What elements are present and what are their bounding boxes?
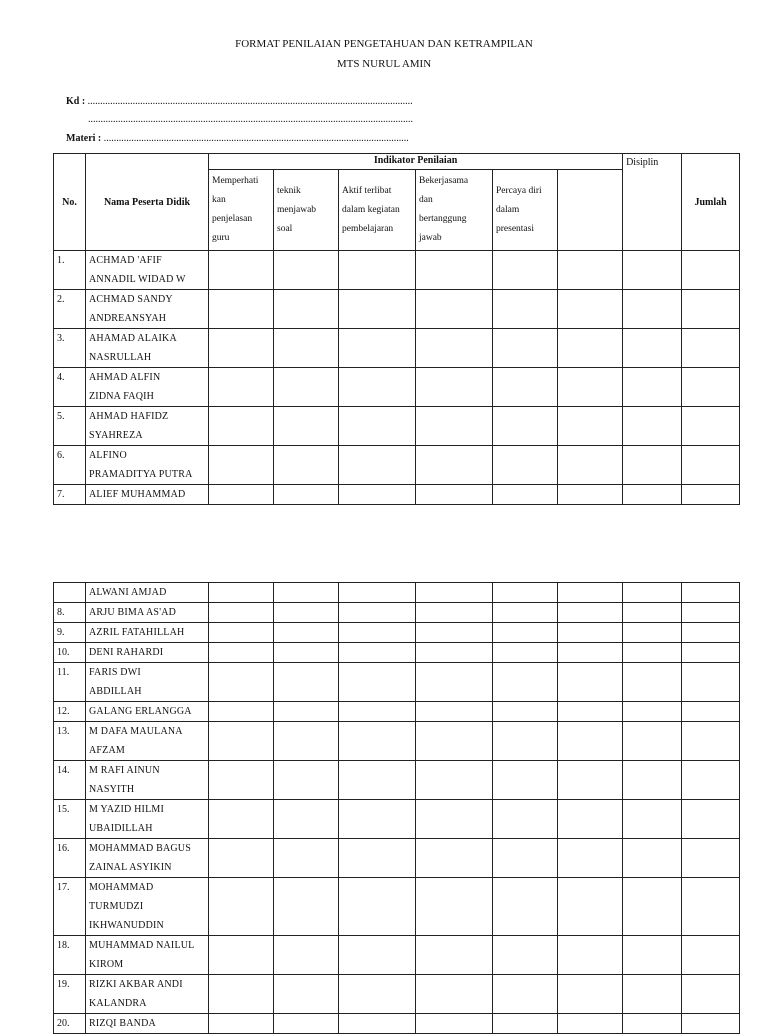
score-cell[interactable] — [558, 251, 623, 290]
score-cell[interactable] — [682, 761, 740, 800]
score-cell[interactable] — [274, 329, 339, 368]
score-cell[interactable] — [416, 975, 493, 1014]
score-cell[interactable] — [274, 702, 339, 722]
score-cell[interactable] — [682, 663, 740, 702]
score-cell[interactable] — [416, 878, 493, 936]
score-cell[interactable] — [623, 290, 682, 329]
row-number: 1. — [54, 251, 86, 290]
score-cell[interactable] — [682, 878, 740, 936]
score-cell[interactable] — [493, 329, 558, 368]
score-cell[interactable] — [558, 446, 623, 485]
student-name: ACHMAD SANDY ANDREANSYAH — [86, 290, 209, 329]
score-cell[interactable] — [682, 407, 740, 446]
student-name: FARIS DWI ABDILLAH — [86, 663, 209, 702]
score-cell[interactable] — [209, 603, 274, 623]
table-row — [54, 251, 740, 290]
score-cell[interactable] — [623, 936, 682, 975]
student-name: RIZKI AKBAR ANDI KALANDRA — [86, 975, 209, 1014]
score-cell[interactable] — [558, 722, 623, 761]
row-number: 3. — [54, 329, 86, 368]
score-cell[interactable] — [558, 368, 623, 407]
table-row — [54, 623, 740, 643]
table-row — [54, 878, 740, 936]
score-cell[interactable] — [209, 251, 274, 290]
table-row — [54, 407, 740, 446]
score-cell[interactable] — [493, 368, 558, 407]
score-cell[interactable] — [623, 839, 682, 878]
score-cell[interactable] — [623, 329, 682, 368]
score-cell[interactable] — [209, 975, 274, 1014]
score-cell[interactable] — [558, 485, 623, 505]
score-cell[interactable] — [274, 643, 339, 663]
score-cell[interactable] — [558, 407, 623, 446]
score-cell[interactable] — [274, 446, 339, 485]
student-name: RIZQI BANDA — [86, 1014, 209, 1034]
row-number: 11. — [54, 663, 86, 702]
score-cell[interactable] — [274, 722, 339, 761]
score-cell[interactable] — [558, 975, 623, 1014]
score-cell[interactable] — [274, 936, 339, 975]
score-cell[interactable] — [209, 663, 274, 702]
score-cell[interactable] — [623, 407, 682, 446]
score-cell[interactable] — [274, 485, 339, 505]
score-cell[interactable] — [416, 446, 493, 485]
score-cell[interactable] — [339, 800, 416, 839]
score-cell[interactable] — [274, 878, 339, 936]
row-number: 13. — [54, 722, 86, 761]
student-name: ACHMAD 'AFIF ANNADIL WIDAD W — [86, 251, 209, 290]
score-cell[interactable] — [209, 936, 274, 975]
score-cell[interactable] — [493, 603, 558, 623]
score-cell[interactable] — [623, 975, 682, 1014]
table-row — [54, 329, 740, 368]
row-number: 2. — [54, 290, 86, 329]
score-cell[interactable] — [339, 722, 416, 761]
score-cell[interactable] — [339, 603, 416, 623]
score-cell[interactable] — [682, 643, 740, 663]
row-number: 14. — [54, 761, 86, 800]
score-cell[interactable] — [623, 663, 682, 702]
student-name: AHAMAD ALAIKA NASRULLAH — [86, 329, 209, 368]
table-row — [54, 702, 740, 722]
score-cell[interactable] — [623, 878, 682, 936]
score-cell[interactable] — [209, 761, 274, 800]
score-cell[interactable] — [209, 368, 274, 407]
row-number: 4. — [54, 368, 86, 407]
score-cell[interactable] — [274, 583, 339, 603]
score-cell[interactable] — [339, 839, 416, 878]
score-cell[interactable] — [493, 975, 558, 1014]
score-cell[interactable] — [623, 623, 682, 643]
score-cell[interactable] — [416, 583, 493, 603]
student-name: ALWANI AMJAD — [86, 583, 209, 603]
score-cell[interactable] — [493, 290, 558, 329]
score-cell[interactable] — [416, 407, 493, 446]
score-cell[interactable] — [558, 936, 623, 975]
score-cell[interactable] — [558, 702, 623, 722]
table-row — [54, 603, 740, 623]
score-cell[interactable] — [493, 583, 558, 603]
score-cell[interactable] — [209, 800, 274, 839]
score-cell[interactable] — [339, 290, 416, 329]
score-cell[interactable] — [209, 583, 274, 603]
score-cell[interactable] — [682, 603, 740, 623]
score-cell[interactable] — [493, 251, 558, 290]
score-cell[interactable] — [558, 839, 623, 878]
score-cell[interactable] — [339, 485, 416, 505]
score-cell[interactable] — [682, 583, 740, 603]
score-cell[interactable] — [558, 878, 623, 936]
row-number: 16. — [54, 839, 86, 878]
score-cell[interactable] — [339, 368, 416, 407]
score-cell[interactable] — [493, 878, 558, 936]
score-cell[interactable] — [274, 839, 339, 878]
table-row — [54, 761, 740, 800]
score-cell[interactable] — [274, 368, 339, 407]
student-name: MUHAMMAD NAILUL KIROM — [86, 936, 209, 975]
header-ind3: Aktif terlibat dalam kegiatan pembelajaran — [339, 170, 416, 251]
score-cell[interactable] — [558, 583, 623, 603]
score-cell[interactable] — [493, 407, 558, 446]
score-cell[interactable] — [274, 290, 339, 329]
score-cell[interactable] — [682, 446, 740, 485]
score-cell[interactable] — [339, 623, 416, 643]
score-cell[interactable] — [493, 761, 558, 800]
student-name: DENI RAHARDI — [86, 643, 209, 663]
table-row — [54, 485, 740, 505]
score-cell[interactable] — [416, 761, 493, 800]
score-cell[interactable] — [558, 800, 623, 839]
score-cell[interactable] — [493, 702, 558, 722]
score-cell[interactable] — [274, 251, 339, 290]
score-cell[interactable] — [416, 702, 493, 722]
document-title: FORMAT PENILAIAN PENGETAHUAN DAN KETRAMPILAN — [235, 38, 533, 50]
row-number: 17. — [54, 878, 86, 936]
score-cell[interactable] — [209, 702, 274, 722]
score-cell[interactable] — [274, 603, 339, 623]
assessment-table-page1 — [53, 153, 740, 505]
student-name: AHMAD HAFIDZ SYAHREZA — [86, 407, 209, 446]
student-name: ALFINO PRAMADITYA PUTRA — [86, 446, 209, 485]
student-name: MOHAMMAD TURMUDZI IKHWANUDDIN — [86, 878, 209, 936]
score-cell[interactable] — [558, 663, 623, 702]
student-name: M DAFA MAULANA AFZAM — [86, 722, 209, 761]
row-number — [54, 583, 86, 603]
table-row — [54, 936, 740, 975]
score-cell[interactable] — [416, 485, 493, 505]
score-cell[interactable] — [209, 839, 274, 878]
score-cell[interactable] — [558, 761, 623, 800]
score-cell[interactable] — [493, 800, 558, 839]
score-cell[interactable] — [493, 839, 558, 878]
score-cell[interactable] — [339, 878, 416, 936]
row-number: 7. — [54, 485, 86, 505]
score-cell[interactable] — [339, 936, 416, 975]
score-cell[interactable] — [623, 446, 682, 485]
score-cell[interactable] — [416, 623, 493, 643]
score-cell[interactable] — [274, 623, 339, 643]
table-row — [54, 975, 740, 1014]
row-number: 9. — [54, 623, 86, 643]
school-name: MTS NURUL AMIN — [336, 58, 432, 70]
student-name: MOHAMMAD BAGUS ZAINAL ASYIKIN — [86, 839, 209, 878]
score-cell[interactable] — [682, 975, 740, 1014]
table-row — [54, 800, 740, 839]
score-cell[interactable] — [558, 290, 623, 329]
score-cell[interactable] — [339, 663, 416, 702]
score-cell[interactable] — [558, 623, 623, 643]
score-cell[interactable] — [623, 643, 682, 663]
score-cell[interactable] — [209, 878, 274, 936]
score-cell[interactable] — [493, 936, 558, 975]
score-cell[interactable] — [493, 643, 558, 663]
score-cell[interactable] — [558, 603, 623, 623]
score-cell[interactable] — [416, 663, 493, 702]
score-cell[interactable] — [416, 251, 493, 290]
student-name: ALIEF MUHAMMAD — [86, 485, 209, 505]
score-cell[interactable] — [682, 800, 740, 839]
score-cell[interactable] — [682, 485, 740, 505]
score-cell[interactable] — [682, 936, 740, 975]
score-cell[interactable] — [623, 583, 682, 603]
row-number: 6. — [54, 446, 86, 485]
score-cell[interactable] — [339, 702, 416, 722]
student-name: M RAFI AINUN NASYITH — [86, 761, 209, 800]
score-cell[interactable] — [416, 839, 493, 878]
header-jumlah: Jumlah — [682, 154, 740, 251]
student-name: M YAZID HILMI UBAIDILLAH — [86, 800, 209, 839]
header-disiplin: Disiplin — [623, 154, 682, 251]
score-cell[interactable] — [339, 446, 416, 485]
score-cell[interactable] — [623, 722, 682, 761]
score-cell[interactable] — [209, 407, 274, 446]
score-cell[interactable] — [274, 800, 339, 839]
student-name: AHMAD ALFIN ZIDNA FAQIH — [86, 368, 209, 407]
score-cell[interactable] — [416, 290, 493, 329]
score-cell[interactable] — [209, 722, 274, 761]
score-cell[interactable] — [209, 290, 274, 329]
score-cell[interactable] — [209, 623, 274, 643]
row-number: 5. — [54, 407, 86, 446]
score-cell[interactable] — [623, 702, 682, 722]
score-cell[interactable] — [682, 702, 740, 722]
score-cell[interactable] — [623, 800, 682, 839]
table-row — [54, 663, 740, 702]
header-ind2: teknik menjawab soal — [274, 170, 339, 251]
score-cell[interactable] — [682, 839, 740, 878]
materi-field: Materi : .......................................................................................................................... — [66, 133, 409, 144]
score-cell[interactable] — [339, 975, 416, 1014]
score-cell[interactable] — [416, 368, 493, 407]
header-ind1: Memperhati kan penjelasan guru — [209, 170, 274, 251]
student-name: GALANG ERLANGGA — [86, 702, 209, 722]
header-ind5: Percaya diri dalam presentasi — [493, 170, 558, 251]
table-row — [54, 290, 740, 329]
row-number: 19. — [54, 975, 86, 1014]
score-cell[interactable] — [416, 800, 493, 839]
score-cell[interactable] — [493, 485, 558, 505]
score-cell[interactable] — [416, 603, 493, 623]
score-cell[interactable] — [339, 329, 416, 368]
row-number: 8. — [54, 603, 86, 623]
score-cell[interactable] — [416, 643, 493, 663]
score-cell[interactable] — [274, 407, 339, 446]
score-cell[interactable] — [274, 975, 339, 1014]
score-cell[interactable] — [416, 722, 493, 761]
score-cell[interactable] — [339, 761, 416, 800]
score-cell[interactable] — [623, 485, 682, 505]
table-row — [54, 722, 740, 761]
score-cell[interactable] — [682, 329, 740, 368]
score-cell[interactable] — [416, 329, 493, 368]
score-cell[interactable] — [339, 407, 416, 446]
header-ind4: Bekerjasama dan bertanggung jawab — [416, 170, 493, 251]
table-row — [54, 839, 740, 878]
assessment-table-page2 — [53, 582, 740, 1034]
row-number: 20. — [54, 1014, 86, 1034]
score-cell[interactable] — [682, 722, 740, 761]
score-cell[interactable] — [558, 329, 623, 368]
score-cell[interactable] — [493, 663, 558, 702]
kd-field-line2: .................................................................................................................................. — [88, 114, 413, 125]
score-cell[interactable] — [339, 583, 416, 603]
score-cell[interactable] — [682, 368, 740, 407]
row-number: 18. — [54, 936, 86, 975]
table-row — [54, 583, 740, 603]
score-cell[interactable] — [623, 603, 682, 623]
score-cell[interactable] — [493, 623, 558, 643]
score-cell[interactable] — [558, 643, 623, 663]
score-cell[interactable] — [623, 761, 682, 800]
row-number: 10. — [54, 643, 86, 663]
header-no: No. — [54, 154, 86, 251]
score-cell[interactable] — [339, 643, 416, 663]
score-cell[interactable] — [274, 663, 339, 702]
score-cell[interactable] — [682, 290, 740, 329]
table-row — [54, 368, 740, 407]
score-cell[interactable] — [623, 368, 682, 407]
score-cell[interactable] — [682, 623, 740, 643]
score-cell[interactable] — [623, 251, 682, 290]
student-name: ARJU BIMA AS'AD — [86, 603, 209, 623]
kd-field: Kd : .................................................................................................................................. — [66, 96, 413, 107]
header-indikator: Indikator Penilaian — [209, 154, 623, 170]
row-number: 12. — [54, 702, 86, 722]
score-cell[interactable] — [209, 446, 274, 485]
student-name: AZRIL FATAHILLAH — [86, 623, 209, 643]
score-cell[interactable] — [416, 936, 493, 975]
score-cell[interactable] — [493, 446, 558, 485]
score-cell[interactable] — [209, 485, 274, 505]
score-cell[interactable] — [209, 643, 274, 663]
table-row — [54, 446, 740, 485]
header-nama: Nama Peserta Didik — [86, 154, 209, 251]
row-number: 15. — [54, 800, 86, 839]
table-row — [54, 643, 740, 663]
score-cell[interactable] — [339, 251, 416, 290]
score-cell[interactable] — [209, 329, 274, 368]
score-cell[interactable] — [274, 761, 339, 800]
score-cell[interactable] — [493, 722, 558, 761]
score-cell[interactable] — [682, 251, 740, 290]
